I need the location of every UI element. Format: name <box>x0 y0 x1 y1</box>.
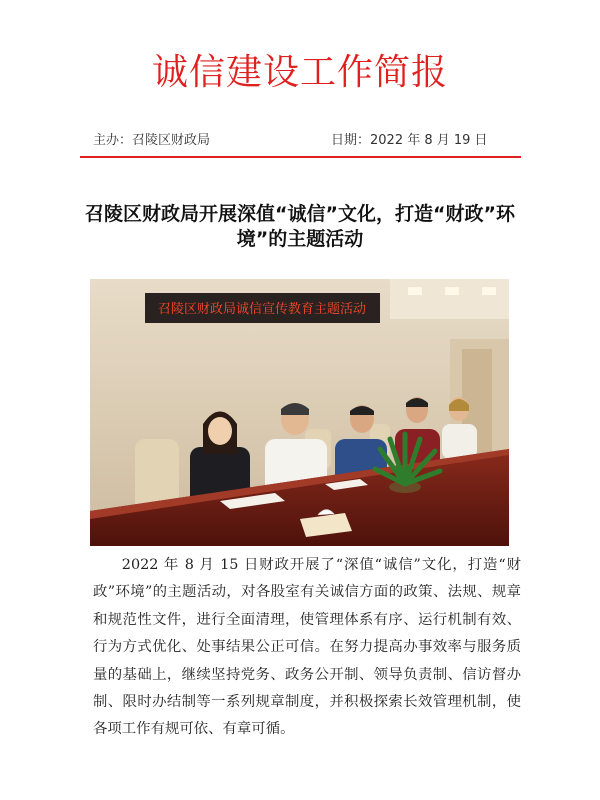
article-title: 召陵区财政局开展深值“诚信”文化，打造“财政”环境”的主题活动 <box>85 203 515 250</box>
led-banner-text: 召陵区财政局诚信宣传教育主题活动 <box>157 302 367 317</box>
event-photo <box>90 279 509 546</box>
article-body: 2022 年 8 月 15 日财政开展了“深值“诚信”文化，打造“财政”环境”的主题活动，对各股室有关诚信方面的政策、法规、规章和规范性文件，进行全面清理，使管理体系有序、运行机制有效、行为方式优化、处事结果公正可信。在努力提高办事效率与服务质量的基础上，继续坚持党务、政务公开制、领导负责制、信访督办制、限时办结制等一系列规章制度，并积极探索长效管理机制，使各项工作有规可依、有章可循。 <box>93 557 521 738</box>
host-label: 主办：召陵区财政局 <box>93 133 211 148</box>
date-label: 日期：2022 年 8 月 19 日 <box>331 133 488 148</box>
bulletin-title: 诚信建设工作简报 <box>151 52 448 93</box>
event-photo-illustration <box>90 279 509 546</box>
header-divider <box>80 156 521 158</box>
